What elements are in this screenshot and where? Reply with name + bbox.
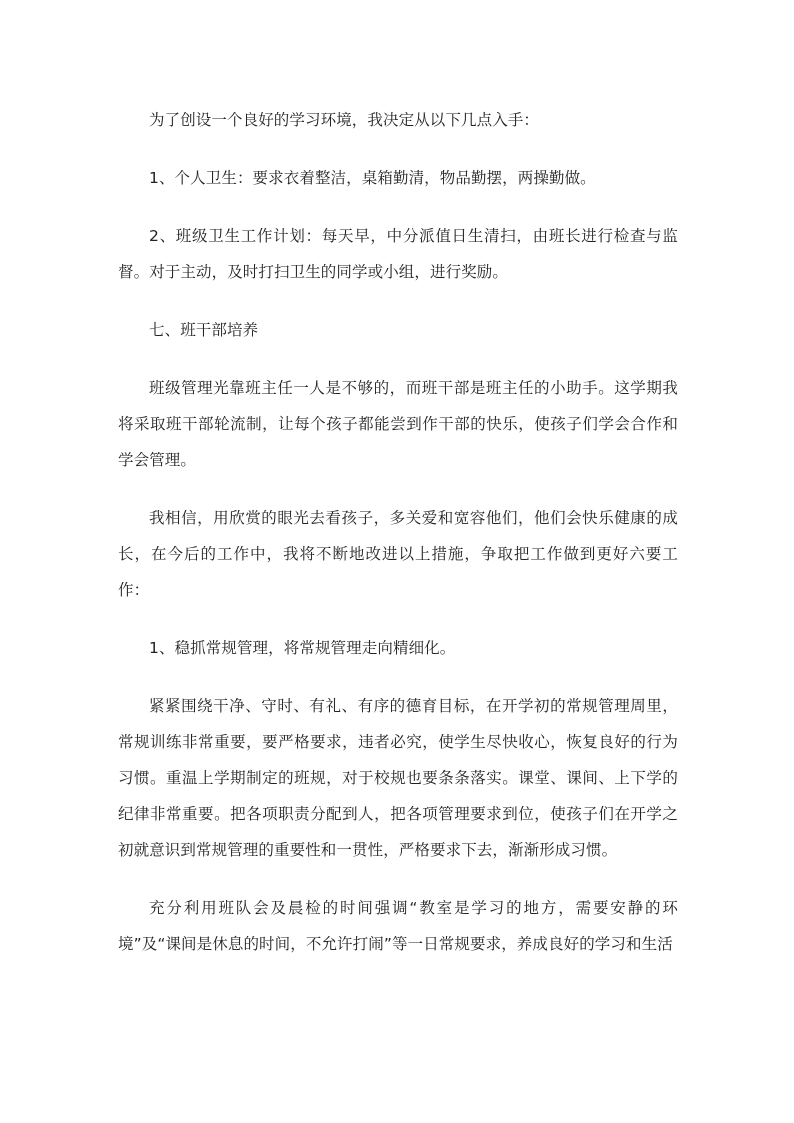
paragraph-intro: 为了创设一个良好的学习环境，我决定从以下几点入手： — [149, 111, 540, 129]
paragraph-personal-hygiene: 1、个人卫生：要求衣着整洁，桌箱勤清，物品勤摆，两操勤做。 — [149, 169, 596, 187]
section-heading-class-cadre: 七、班干部培养 — [149, 321, 259, 339]
paragraph-routine-details: 紧紧围绕干净、守时、有礼、有序的德育目标，在开学初的常规管理周里，常规训练非常重要，要严格要求，违者必究，使学生尽快收心，恢复良好的行为习惯。重温上学期制定的班规，对于校规也要条条落实。课堂、课间、上下学的纪律非常重要。把各项职责分配到人，把各项管理要求到位，使孩子们在开学之初就意识到常规管理的重要性和一贯性，严格要求下去，渐渐形成习惯。 — [118, 697, 678, 859]
document-body — [118, 102, 678, 984]
paragraph-class-hygiene: 2、班级卫生工作计划：每天早，中分派值日生清扫，由班长进行检查与监督。对于主动，及时打扫卫生的同学或小组，进行奖励。 — [118, 227, 678, 281]
paragraph-class-cadre: 班级管理光靠班主任一人是不够的，而班干部是班主任的小助手。这学期我将采取班干部轮流制，让每个孩子都能尝到作干部的快乐，使孩子们学会合作和学会管理。 — [118, 379, 678, 469]
paragraph-belief: 我相信，用欣赏的眼光去看孩子，多关爱和宽容他们，他们会快乐健康的成长，在今后的工作中，我将不断地改进以上措施，争取把工作做到更好六要工作： — [118, 509, 678, 599]
paragraph-routine-heading: 1、稳抓常规管理，将常规管理走向精细化。 — [149, 639, 456, 657]
paragraph-morning-check: 充分利用班队会及晨检的时间强调“教室是学习的地方，需要安静的环境”及“课间是休息的时间，不允许打闹”等一日常规要求，养成良好的学习和生活 — [118, 899, 678, 953]
